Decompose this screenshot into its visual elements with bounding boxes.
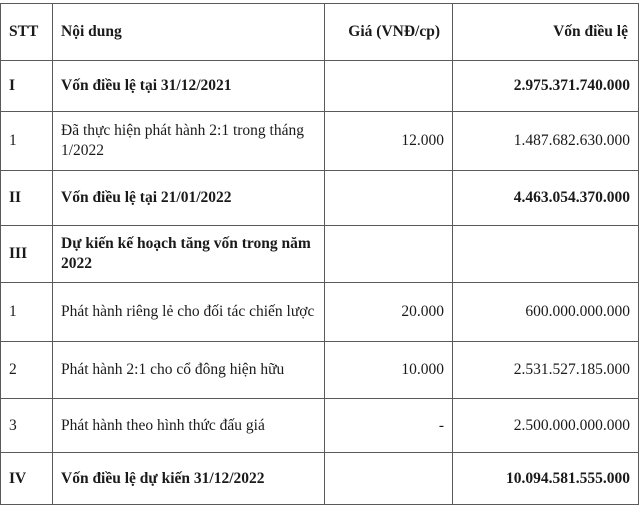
row-stt: 3 [1,399,53,453]
row-price: 10.000 [325,342,453,399]
row-content: Đã thực hiện phát hành 2:1 trong tháng 1/2022 [53,112,325,171]
row-capital [453,226,639,283]
header-capital: Vốn điều lệ [453,4,639,61]
row-stt: II [1,171,53,226]
row-content: Phát hành theo hình thức đấu giá [53,399,325,453]
row-price: - [325,399,453,453]
row-stt: 1 [1,283,53,342]
row-stt: III [1,226,53,283]
header-content: Nội dung [53,4,325,61]
row-capital: 2.531.527.185.000 [453,342,639,399]
row-content: Vốn điều lệ tại 21/01/2022 [53,171,325,226]
table-row [1,342,639,399]
row-price [325,171,453,226]
table-header-row [1,4,639,61]
table-row [1,61,639,112]
table-row [1,112,639,171]
row-content: Vốn điều lệ dự kiến 31/12/2022 [53,453,325,505]
row-content: Vốn điều lệ tại 31/12/2021 [53,61,325,112]
row-price: 20.000 [325,283,453,342]
capital-plan-table [0,3,639,505]
row-price [325,453,453,505]
row-capital: 4.463.054.370.000 [453,171,639,226]
row-content: Phát hành riêng lẻ cho đối tác chiến lược [53,283,325,342]
table-row [1,453,639,505]
row-capital: 600.000.000.000 [453,283,639,342]
row-price: 12.000 [325,112,453,171]
header-price: Giá (VNĐ/cp) [325,4,453,61]
row-stt: 2 [1,342,53,399]
table-row [1,171,639,226]
row-stt: I [1,61,53,112]
row-price [325,61,453,112]
row-capital: 10.094.581.555.000 [453,453,639,505]
table-row [1,283,639,342]
row-capital: 2.500.000.000.000 [453,399,639,453]
row-content: Phát hành 2:1 cho cổ đông hiện hữu [53,342,325,399]
table-row [1,399,639,453]
header-stt: STT [1,4,53,61]
row-price [325,226,453,283]
row-capital: 2.975.371.740.000 [453,61,639,112]
row-capital: 1.487.682.630.000 [453,112,639,171]
row-content: Dự kiến kế hoạch tăng vốn trong năm 2022 [53,226,325,283]
row-stt: 1 [1,112,53,171]
table-row [1,226,639,283]
row-stt: IV [1,453,53,505]
